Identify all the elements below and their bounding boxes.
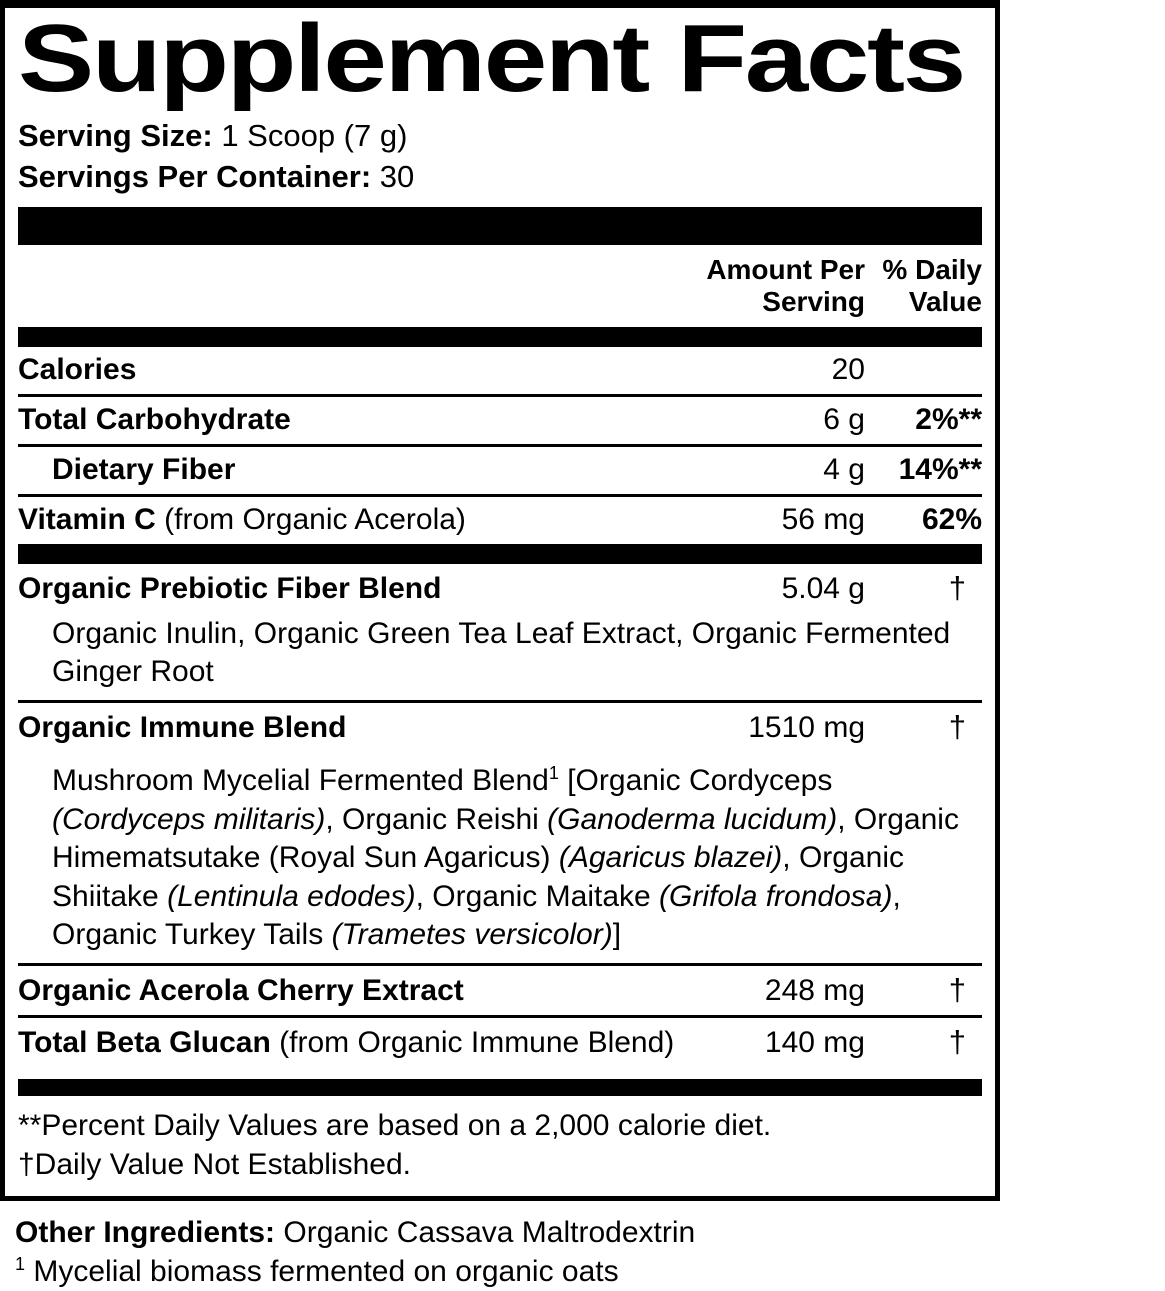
separator-bar-medium <box>18 544 982 564</box>
separator-bar-medium <box>18 327 982 347</box>
serving-size-value: 1 Scoop (7 g) <box>221 118 408 154</box>
daily-value-header <box>865 254 982 318</box>
nutrient-row-dietary-fiber <box>18 447 982 497</box>
amount-cell: 56 mg <box>781 502 865 536</box>
amount-per-serving-header <box>706 254 865 318</box>
nutrient-name <box>18 711 715 745</box>
nutrient-name <box>18 503 715 537</box>
nutrient-name-bold: Organic Prebiotic Fiber Blend <box>18 571 442 605</box>
nutrient-row-prebiotic-blend <box>18 564 982 613</box>
dagger-symbol: † <box>948 972 966 1008</box>
amount-header-line2: Serving <box>762 285 865 317</box>
column-headers <box>18 245 982 327</box>
serving-size-label: Serving Size: <box>18 118 213 154</box>
footnote-dagger: †Daily Value Not Established. <box>18 1148 411 1182</box>
nutrient-name <box>18 1026 715 1060</box>
nutrient-name <box>18 974 715 1008</box>
other-ingredients-value: Organic Cassava Maltrodextrin <box>275 1216 696 1250</box>
servings-per-container-line <box>18 157 982 197</box>
nutrient-row-beta-glucan <box>18 1018 982 1067</box>
separator-bar-thick <box>18 207 982 245</box>
nutrient-name-bold: Organic Acerola Cherry Extract <box>18 974 464 1008</box>
daily-value-cell: 2%** <box>915 402 982 436</box>
panel-title: Supplement Facts <box>18 5 964 112</box>
footnote-daily-values: **Percent Daily Values are based on a 2,000 calorie diet. <box>18 1109 772 1143</box>
other-ingredients-label: Other Ingredients: <box>15 1216 276 1250</box>
nutrient-row-calories <box>18 347 982 397</box>
nutrient-name-bold: Vitamin C <box>18 502 156 536</box>
amount-header-line1: Amount Per <box>706 253 865 285</box>
servings-per-container-value: 30 <box>379 158 415 194</box>
other-ingredients-line <box>15 1213 985 1252</box>
dagger-symbol: † <box>948 709 966 745</box>
nutrient-name-bold: Dietary Fiber <box>52 452 236 486</box>
footnotes-block <box>18 1096 982 1196</box>
nutrient-name <box>18 453 715 487</box>
dagger-symbol: † <box>948 1024 966 1060</box>
amount-cell: 140 mg <box>764 1026 865 1060</box>
nutrient-name-suffix: (from Organic Acerola) <box>155 502 466 536</box>
nutrient-name <box>18 353 715 387</box>
dv-header-line2: Value <box>908 285 982 317</box>
nutrient-row-vitamin-c <box>18 497 982 544</box>
separator-bar-thin <box>18 1079 982 1096</box>
dv-header-line1: % Daily <box>882 253 982 285</box>
nutrient-name-bold: Calories <box>18 352 137 386</box>
nutrient-row-immune-blend <box>18 703 982 752</box>
nutrient-row-total-carbohydrate <box>18 397 982 447</box>
amount-cell: 20 <box>831 352 865 386</box>
nutrient-row-acerola-extract <box>18 966 982 1018</box>
amount-cell: 5.04 g <box>781 571 865 605</box>
blend-ingredients-text: Organic Inulin, Organic Green Tea Leaf Extract, Organic Fermented Ginger Root <box>52 616 951 689</box>
below-panel-text <box>0 1201 1000 1291</box>
blend-group-immune <box>18 703 982 966</box>
blend-group-prebiotic <box>18 564 982 704</box>
daily-value-cell: 62% <box>921 502 982 536</box>
nutrient-name-bold: Total Beta Glucan <box>18 1026 271 1060</box>
nutrient-name-suffix: (from Organic Immune Blend) <box>270 1026 675 1060</box>
servings-per-container-label: Servings Per Container: <box>18 158 372 194</box>
nutrient-name <box>18 572 715 606</box>
dagger-symbol: † <box>948 569 966 605</box>
blend-ingredients-text: Mushroom Mycelial Fermented Blend$^1$ [Organic Cordyceps (Cordyceps militaris), Organic Reishi (Ganoderma lucidum), Organic Himematsutake (Royal Sun Agaricus) (Agaricus blazei), Organic Shiitake (Lentinula edodes), Organic Maitake (Grifola frondosa), Organic Turkey Tails (Trametes versicolor)] <box>52 763 959 951</box>
nutrient-name-bold: Total Carbohydrate <box>18 402 291 436</box>
amount-cell: 4 g <box>823 452 865 486</box>
daily-value-cell: 14%** <box>898 452 982 486</box>
serving-size-line <box>18 116 982 156</box>
nutrient-name-bold: Organic Immune Blend <box>18 711 347 745</box>
amount-cell: 6 g <box>823 402 865 436</box>
amount-cell: 248 mg <box>764 974 865 1008</box>
amount-cell: 1510 mg <box>748 711 865 745</box>
mycelial-footnote-line: $^1$ Mycelial biomass fermented on organic oats <box>15 1254 619 1289</box>
nutrient-name <box>18 403 715 437</box>
